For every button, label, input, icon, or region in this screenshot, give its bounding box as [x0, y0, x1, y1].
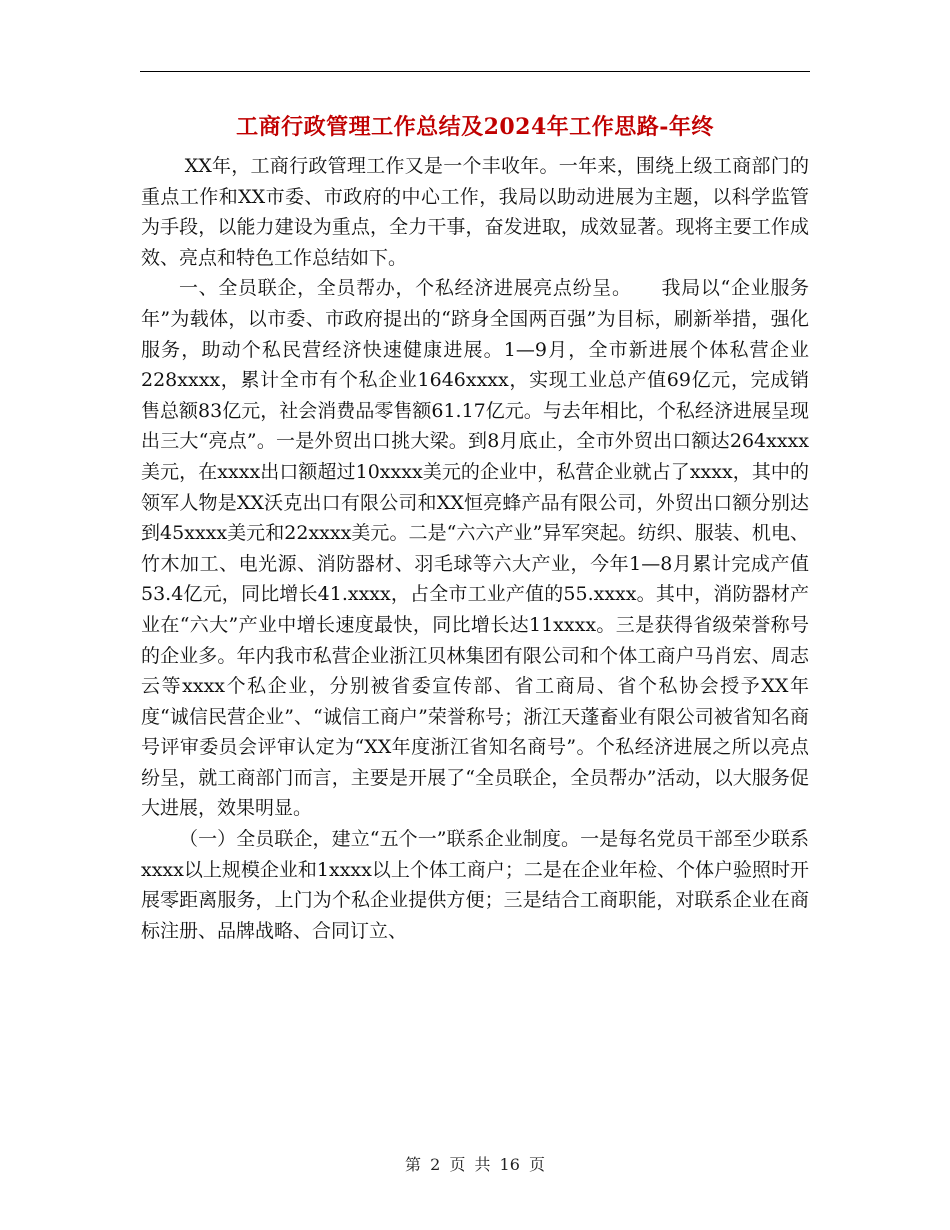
page-footer: 第 2 页 共 16 页 — [405, 1155, 545, 1174]
paragraph-intro: XX年，工商行政管理工作又是一个丰收年。一年来，围绕上级工商部门的重点工作和XX市委、市政府的中心工作，我局以助动进展为主题，以科学监管为手段，以能力建设为重点，全力干事，奋发进取，成效显著。现将主要工作成效、亮点和特色工作总结如下。 — [141, 155, 809, 269]
paragraph-section-one: 一、全员联企，全员帮办，个私经济进展亮点纷呈。 我局以“企业服务年”为载体，以市委、市政府提出的“跻身全国两百强”为目标，刷新举措，强化服务，助动个私民营经济快速健康进展。1—9月，全市新进展个体私营企业228xxxx，累计全市有个私企业1646xxxx，实现工业总产值69亿元，完成销售总额83亿元，社会消费品零售额61.17亿元。与去年相比，个私经济进展呈现出三大“亮点”。一是外贸出口挑大梁。到8月底止，全市外贸出口额达264xxxx美元，在xxxx出口额超过10xxxx美元的企业中，私营企业就占了xxxx，其中的领军人物是XX沃克出口有限公司和XX恒亮蜂产品有限公司，外贸出口额分别达到45xxxx美元和22xxxx美元。二是“六六产业”异军突起。纺织、服装、机电、竹木加工、电光源、消防器材、羽毛球等六大产业，今年1—8月累计完成产值53.4亿元，同比增长41.xxxx，占全市工业产值的55.xxxx。其中，消防器材产业在“六大”产业中增长速度最快，同比增长达11xxxx。三是获得省级荣誉称号的企业多。年内我市私营企业浙江贝林集团有限公司和个体工商户马肖宏、周志云等xxxx个私企业，分别被省委宣传部、省工商局、省个私协会授予XX年度“诚信民营企业”、“诚信工商户”荣誉称号；浙江天蓬畜业有限公司被省知名商号评审委员会评审认定为“XX年度浙江省知名商号”。个私经济进展之所以亮点纷呈，就工商部门而言，主要是开展了“全员联企，全员帮办”活动，以大服务促大进展，效果明显。 — [141, 277, 809, 820]
document-title: 工商行政管理工作总结及2024年工作思路-年终 — [236, 114, 714, 140]
document-body — [141, 151, 809, 946]
header-rule — [140, 71, 810, 72]
paragraph-subsection-one: （一）全员联企，建立“五个一”联系企业制度。一是每名党员干部至少联系xxxx以上规模企业和1xxxx以上个体工商户；二是在企业年检、个体户验照时开展零距离服务，上门为个私企业提供方便；三是结合工商职能，对联系企业在商标注册、品牌战略、合同订立、 — [141, 828, 809, 942]
